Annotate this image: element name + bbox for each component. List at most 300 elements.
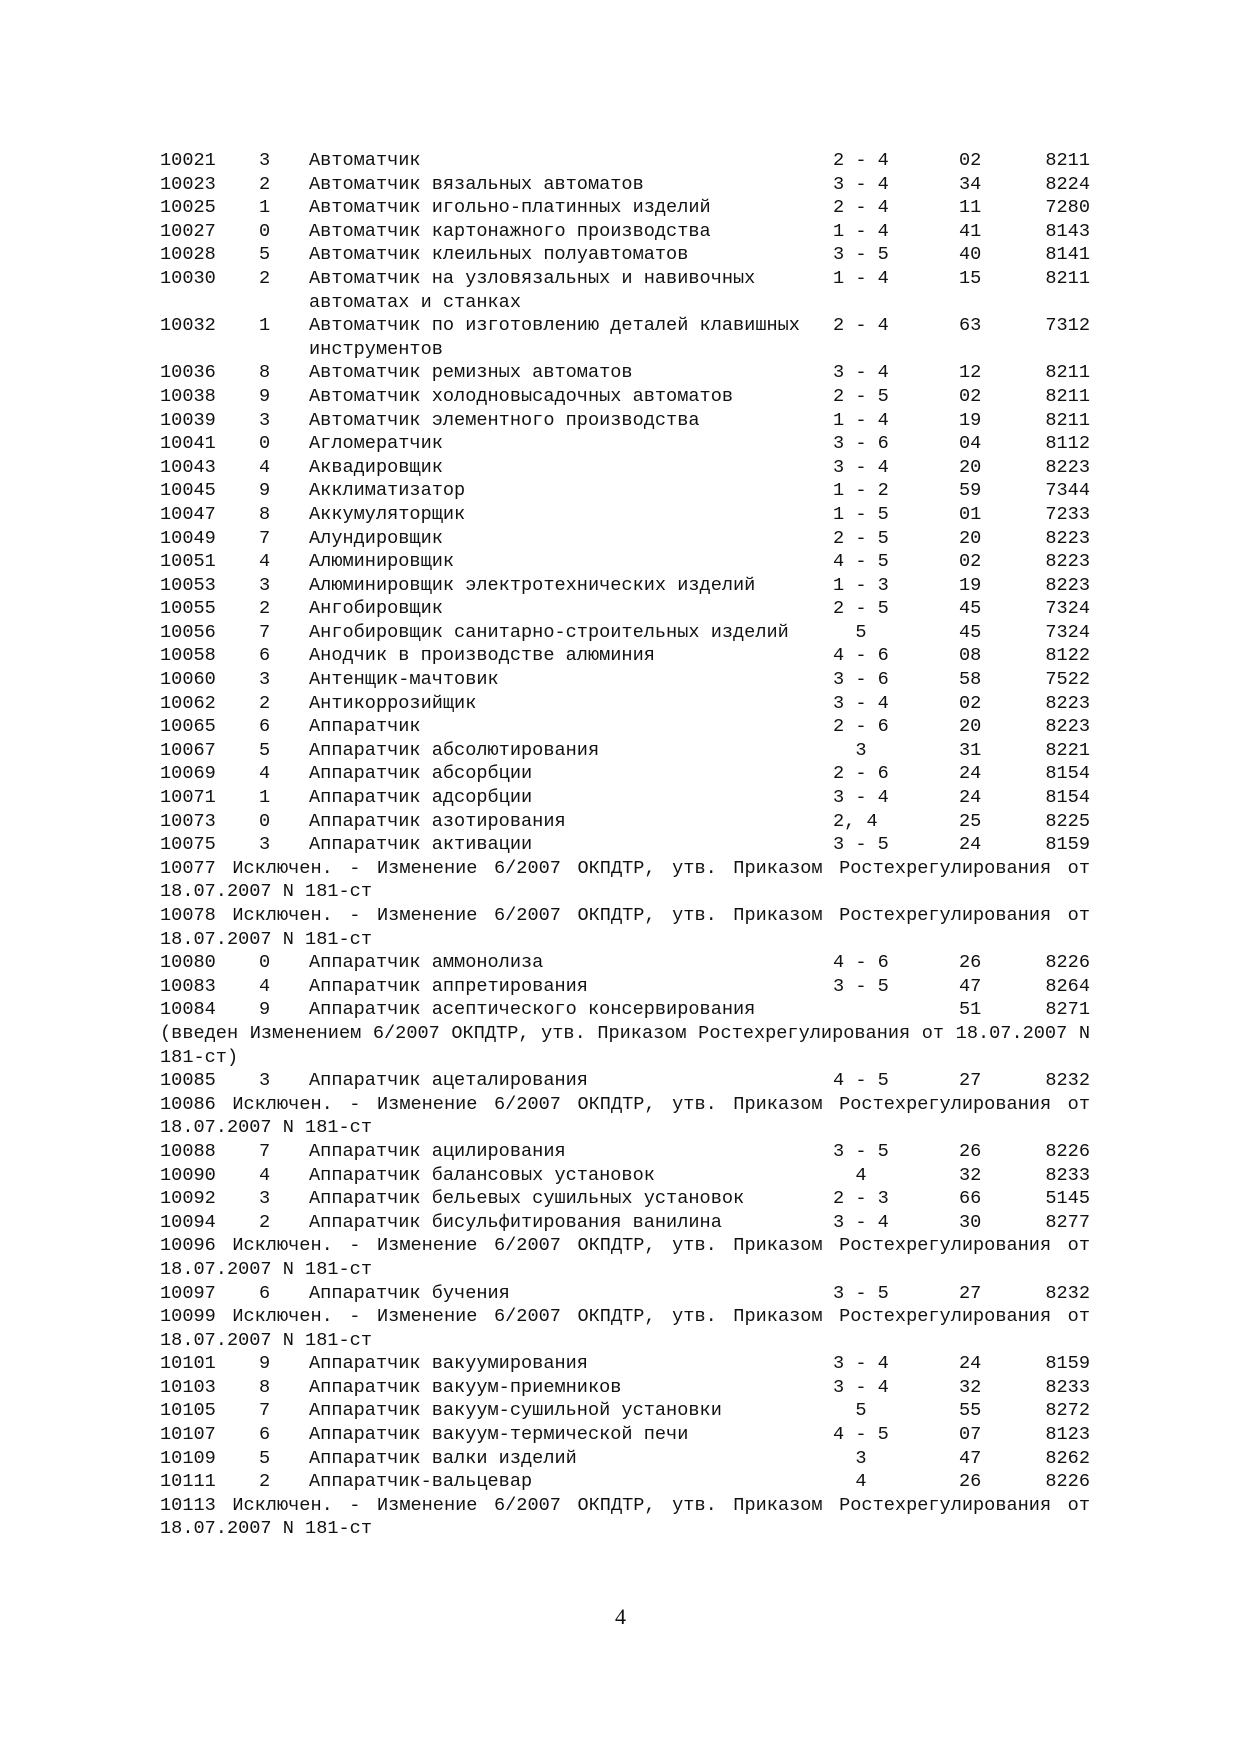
entry-grade-range: 2 - 6	[833, 716, 889, 738]
amendment-note: 10086 Исключен. - Изменение 6/2007 ОКПДТР, утв. Приказом Ростехрегулирования от 18.07.2007 N 181-ст	[160, 1093, 1090, 1139]
entry-etks-code: 7324	[1045, 621, 1090, 643]
amendment-note: 10078 Исключен. - Изменение 6/2007 ОКПДТР, утв. Приказом Ростехрегулирования от 18.07.2007 N 181-ст	[160, 905, 1090, 950]
entry-okpdtr-code: 34	[959, 173, 982, 195]
entry-control-number: 6	[259, 1424, 271, 1446]
entry-row	[160, 1376, 1090, 1400]
entry-profession-name: Аппаратчик вакуумирования	[309, 1353, 588, 1375]
entry-control-number: 2	[259, 1471, 271, 1493]
entry-code: 10075	[160, 834, 216, 856]
entry-control-number: 7	[259, 621, 271, 643]
entry-okpdtr-code: 25	[959, 810, 982, 832]
entry-code: 10021	[160, 150, 216, 171]
entry-etks-code: 8272	[1045, 1400, 1090, 1422]
entry-okpdtr-code: 08	[959, 645, 982, 667]
entry-etks-code: 8211	[1045, 362, 1090, 384]
page-number: 4	[615, 1604, 626, 1629]
entry-profession-name: Автоматчик	[309, 150, 421, 171]
entry-grade-range: 1 - 5	[833, 503, 889, 525]
entry-grade-range: 4 - 6	[833, 952, 889, 974]
entry-etks-code: 7522	[1045, 669, 1090, 691]
entry-okpdtr-code: 47	[959, 975, 982, 997]
entry-okpdtr-code: 32	[959, 1164, 982, 1186]
entry-okpdtr-code: 47	[959, 1447, 982, 1469]
entry-okpdtr-code: 31	[959, 739, 982, 761]
entry-grade-range: 4	[833, 1471, 867, 1493]
entry-profession-name: Аппаратчик адсорбции	[309, 787, 533, 809]
entry-code: 10083	[160, 975, 216, 997]
entry-grade-range: 5	[833, 1400, 867, 1422]
entry-code: 10053	[160, 574, 216, 596]
entry-row	[160, 479, 1090, 503]
entry-profession-name: Антенщик-мачтовик	[309, 669, 499, 691]
entry-profession-name: Аппаратчик-вальцевар	[309, 1471, 533, 1493]
entry-okpdtr-code: 59	[959, 480, 982, 502]
entry-okpdtr-code: 12	[959, 362, 982, 384]
entry-row	[160, 786, 1090, 810]
entry-etks-code: 8223	[1045, 574, 1090, 596]
entry-control-number: 8	[259, 503, 271, 525]
entry-profession-name: Акклиматизатор	[309, 480, 466, 502]
entry-profession-name: Алюминировщик электротехнических изделий	[309, 574, 756, 596]
entry-row	[160, 220, 1090, 244]
entry-row	[160, 550, 1090, 574]
entry-row	[160, 527, 1090, 551]
entry-etks-code: 7233	[1045, 503, 1090, 525]
entry-okpdtr-code: 19	[959, 574, 982, 596]
entry-profession-name: Аквадировщик	[309, 456, 443, 478]
entry-okpdtr-code: 26	[959, 1140, 982, 1162]
entry-row	[160, 1399, 1090, 1423]
entry-profession-name: Аппаратчик ацеталирования	[309, 1070, 588, 1092]
entry-okpdtr-code: 30	[959, 1211, 982, 1233]
entry-okpdtr-code: 07	[959, 1424, 982, 1446]
amendment-note: 10077 Исключен. - Изменение 6/2007 ОКПДТР, утв. Приказом Ростехрегулирования от 18.07.2007 N 181-ст	[160, 857, 1090, 903]
entry-etks-code: 8264	[1045, 975, 1090, 997]
entry-code: 10111	[160, 1471, 216, 1493]
entry-grade-range: 4 - 5	[833, 551, 889, 573]
entry-control-number: 2	[259, 598, 271, 620]
entry-okpdtr-code: 40	[959, 244, 982, 266]
entry-etks-code: 7312	[1045, 315, 1090, 337]
entry-okpdtr-code: 51	[959, 999, 982, 1021]
entry-okpdtr-code: 20	[959, 716, 982, 738]
entry-row	[160, 810, 1090, 834]
entry-code: 10032	[160, 315, 216, 337]
entry-okpdtr-code: 02	[959, 385, 982, 407]
entry-control-number: 0	[259, 220, 271, 242]
entry-grade-range: 3 - 4	[833, 456, 889, 478]
entry-control-number: 1	[259, 315, 271, 337]
entry-grade-range: 2, 4	[833, 810, 878, 832]
entry-profession-name: Агломератчик	[309, 433, 443, 455]
entry-etks-code: 8221	[1045, 739, 1090, 761]
entry-profession-name: Аппаратчик абсолютирования	[309, 739, 600, 761]
entry-control-number: 1	[259, 197, 271, 219]
entry-profession-name: Аппаратчик азотирования	[309, 810, 566, 832]
entry-row	[160, 149, 1090, 173]
entry-code: 10049	[160, 527, 216, 549]
entry-okpdtr-code: 27	[959, 1282, 982, 1304]
entry-row	[160, 644, 1090, 668]
entry-profession-name: Автоматчик элементного производства	[309, 409, 700, 431]
entry-grade-range: 1 - 4	[833, 409, 889, 431]
entry-row	[160, 1140, 1090, 1164]
entry-row	[160, 668, 1090, 692]
entry-grade-range: 4 - 5	[833, 1424, 889, 1446]
entry-etks-code: 8224	[1045, 173, 1090, 195]
entry-row	[160, 833, 1090, 857]
entry-row	[160, 975, 1090, 999]
entry-control-number: 3	[259, 834, 271, 856]
entry-row	[160, 1447, 1090, 1471]
entry-code: 10107	[160, 1424, 216, 1446]
entry-etks-code: 8271	[1045, 999, 1090, 1021]
entry-row	[160, 385, 1090, 409]
entry-okpdtr-code: 45	[959, 621, 982, 643]
entry-okpdtr-code: 32	[959, 1376, 982, 1398]
entry-control-number: 0	[259, 810, 271, 832]
entry-grade-range: 3 - 4	[833, 362, 889, 384]
entry-control-number: 6	[259, 645, 271, 667]
entry-etks-code: 8223	[1045, 716, 1090, 738]
entry-control-number: 9	[259, 1353, 271, 1375]
entry-code: 10097	[160, 1282, 216, 1304]
entry-control-number: 3	[259, 150, 271, 171]
entry-grade-range: 5	[833, 621, 867, 643]
entry-grade-range: 3 - 6	[833, 669, 889, 691]
entry-control-number: 3	[259, 409, 271, 431]
entry-control-number: 3	[259, 1070, 271, 1092]
entry-code: 10069	[160, 763, 216, 785]
entry-code: 10067	[160, 739, 216, 761]
entry-control-number: 6	[259, 1282, 271, 1304]
entry-grade-range: 2 - 4	[833, 150, 889, 171]
entry-okpdtr-code: 11	[959, 197, 982, 219]
entry-row	[160, 692, 1090, 716]
entry-control-number: 8	[259, 1376, 271, 1398]
entry-etks-code: 8211	[1045, 150, 1090, 171]
entry-profession-name: Ангобировщик санитарно-строительных изделий	[309, 621, 789, 643]
entry-control-number: 8	[259, 362, 271, 384]
entry-row	[160, 715, 1090, 739]
entry-row	[160, 574, 1090, 598]
entry-grade-range: 3	[833, 1447, 867, 1469]
entry-control-number: 6	[259, 716, 271, 738]
entry-control-number: 2	[259, 173, 271, 195]
entry-grade-range: 1 - 3	[833, 574, 889, 596]
entry-control-number: 0	[259, 433, 271, 455]
entry-code: 10027	[160, 220, 216, 242]
entry-code: 10080	[160, 952, 216, 974]
entry-control-number: 0	[259, 952, 271, 974]
entry-profession-name: Аппаратчик абсорбции	[309, 763, 533, 785]
entry-row	[160, 621, 1090, 645]
entry-code: 10043	[160, 456, 216, 478]
entry-okpdtr-code: 15	[959, 267, 982, 289]
entry-etks-code: 7324	[1045, 598, 1090, 620]
entry-grade-range: 3	[833, 739, 867, 761]
entry-control-number: 3	[259, 574, 271, 596]
entry-grade-range: 2 - 6	[833, 763, 889, 785]
entry-grade-range: 2 - 3	[833, 1188, 889, 1210]
entry-code: 10038	[160, 385, 216, 407]
entry-okpdtr-code: 02	[959, 551, 982, 573]
entry-control-number: 4	[259, 551, 271, 573]
entry-row	[160, 196, 1090, 220]
entry-grade-range: 3 - 5	[833, 244, 889, 266]
entry-profession-name: Аппаратчик	[309, 716, 421, 738]
entry-profession-name: Автоматчик картонажного производства	[309, 220, 711, 242]
entry-grade-range: 3 - 5	[833, 1140, 889, 1162]
entry-grade-range: 4 - 6	[833, 645, 889, 667]
entry-grade-range: 1 - 4	[833, 267, 889, 289]
entry-code: 10025	[160, 197, 216, 219]
entry-grade-range: 4	[833, 1164, 867, 1186]
entry-profession-name: Анодчик в производстве алюминия	[309, 645, 655, 667]
entry-control-number: 5	[259, 1447, 271, 1469]
entry-control-number: 5	[259, 739, 271, 761]
entry-row	[160, 762, 1090, 786]
entry-okpdtr-code: 58	[959, 669, 982, 691]
entry-control-number: 9	[259, 999, 271, 1021]
entry-profession-name: Аппаратчик ацилирования	[309, 1140, 566, 1162]
entry-row	[160, 998, 1090, 1022]
entry-etks-code: 7280	[1045, 197, 1090, 219]
entry-grade-range: 4 - 5	[833, 1070, 889, 1092]
entry-code: 10036	[160, 362, 216, 384]
entry-etks-code: 8159	[1045, 1353, 1090, 1375]
entry-okpdtr-code: 04	[959, 433, 982, 455]
entry-etks-code: 8211	[1045, 267, 1090, 289]
amendment-note: 10099 Исключен. - Изменение 6/2007 ОКПДТР, утв. Приказом Ростехрегулирования от 18.07.2007 N 181-ст	[160, 1306, 1090, 1351]
entry-etks-code: 8223	[1045, 456, 1090, 478]
entry-code: 10090	[160, 1164, 216, 1186]
entry-okpdtr-code: 26	[959, 952, 982, 974]
entry-profession-name: Автоматчик на узловязальных и навивочных автоматах и станках	[309, 267, 767, 313]
entry-grade-range: 3 - 4	[833, 1353, 889, 1375]
entry-code: 10047	[160, 503, 216, 525]
entry-grade-range: 3 - 4	[833, 787, 889, 809]
entry-profession-name: Аппаратчик бучения	[309, 1282, 510, 1304]
entry-code: 10056	[160, 621, 216, 643]
entry-row	[160, 1470, 1090, 1494]
entry-control-number: 3	[259, 1188, 271, 1210]
entry-etks-code: 8223	[1045, 692, 1090, 714]
entry-grade-range: 2 - 5	[833, 385, 889, 407]
entry-profession-name: Автоматчик клеильных полуавтоматов	[309, 244, 689, 266]
entry-etks-code: 8226	[1045, 1471, 1090, 1493]
entry-profession-name: Автоматчик игольно-платинных изделий	[309, 197, 711, 219]
entry-control-number: 2	[259, 692, 271, 714]
entry-control-number: 2	[259, 267, 271, 289]
entry-etks-code: 8225	[1045, 810, 1090, 832]
entry-control-number: 3	[259, 669, 271, 691]
entry-etks-code: 8262	[1045, 1447, 1090, 1469]
entry-row	[160, 361, 1090, 385]
entry-etks-code: 8232	[1045, 1282, 1090, 1304]
entry-row	[160, 739, 1090, 763]
entry-row	[160, 951, 1090, 975]
entry-profession-name: Аппаратчик бисульфитирования ванилина	[309, 1211, 722, 1233]
entry-profession-name: Аппаратчик аппретирования	[309, 975, 588, 997]
entry-etks-code: 8233	[1045, 1376, 1090, 1398]
entry-profession-name: Аппаратчик вакуум-приемников	[309, 1376, 622, 1398]
entry-code: 10030	[160, 267, 216, 289]
entry-grade-range: 2 - 5	[833, 527, 889, 549]
entry-etks-code: 8226	[1045, 1140, 1090, 1162]
entry-control-number: 2	[259, 1211, 271, 1233]
entry-profession-name: Аккумуляторщик	[309, 503, 466, 525]
amendment-note: (введен Изменением 6/2007 ОКПДТР, утв. Приказом Ростехрегулирования от 18.07.2007 N 181-ст)	[160, 1022, 1090, 1068]
entry-code: 10062	[160, 692, 216, 714]
entry-profession-name: Аппаратчик вакуум-термической печи	[309, 1424, 689, 1446]
entry-control-number: 4	[259, 975, 271, 997]
entry-okpdtr-code: 63	[959, 315, 982, 337]
amendment-note: 10113 Исключен. - Изменение 6/2007 ОКПДТР, утв. Приказом Ростехрегулирования от 18.07.2007 N 181-ст	[160, 1494, 1090, 1540]
entry-control-number: 4	[259, 456, 271, 478]
entry-okpdtr-code: 45	[959, 598, 982, 620]
entry-etks-code: 8232	[1045, 1070, 1090, 1092]
entry-etks-code: 5145	[1045, 1188, 1090, 1210]
entry-etks-code: 7344	[1045, 480, 1090, 502]
entry-profession-name: Аппаратчик асептического консервирования	[309, 999, 756, 1021]
entry-grade-range: 3 - 4	[833, 1211, 889, 1233]
entry-profession-name: Алюминировщик	[309, 551, 455, 573]
entry-code: 10071	[160, 787, 216, 809]
entry-row	[160, 1211, 1090, 1235]
classifier-table	[160, 149, 1090, 1541]
entry-row	[160, 1069, 1090, 1093]
entry-code: 10084	[160, 999, 216, 1021]
entry-okpdtr-code: 24	[959, 834, 982, 856]
entry-row	[160, 1423, 1090, 1447]
entry-control-number: 7	[259, 527, 271, 549]
entry-profession-name: Аппаратчик активации	[309, 834, 533, 856]
entry-row	[160, 243, 1090, 267]
entry-code: 10101	[160, 1353, 216, 1375]
entry-profession-name: Антикоррозийщик	[309, 692, 477, 714]
entry-code: 10055	[160, 598, 216, 620]
entry-code: 10103	[160, 1376, 216, 1398]
entry-profession-name: Аппаратчик валки изделий	[309, 1447, 577, 1469]
entry-row	[160, 314, 1090, 361]
entry-grade-range: 3 - 5	[833, 975, 889, 997]
entry-row	[160, 1352, 1090, 1376]
entry-row	[160, 432, 1090, 456]
entry-okpdtr-code: 02	[959, 150, 982, 171]
entry-etks-code: 8154	[1045, 763, 1090, 785]
entry-code: 10073	[160, 810, 216, 832]
entry-code: 10058	[160, 645, 216, 667]
entry-row	[160, 503, 1090, 527]
entry-etks-code: 8154	[1045, 787, 1090, 809]
entry-okpdtr-code: 24	[959, 1353, 982, 1375]
entry-grade-range: 3 - 6	[833, 433, 889, 455]
entry-okpdtr-code: 55	[959, 1400, 982, 1422]
entry-control-number: 9	[259, 480, 271, 502]
entry-code: 10092	[160, 1188, 216, 1210]
entry-etks-code: 8141	[1045, 244, 1090, 266]
entry-profession-name: Алундировщик	[309, 527, 443, 549]
entry-etks-code: 8159	[1045, 834, 1090, 856]
entry-profession-name: Аппаратчик бельевых сушильных установок	[309, 1188, 745, 1210]
entry-okpdtr-code: 27	[959, 1070, 982, 1092]
entry-profession-name: Автоматчик вязальных автоматов	[309, 173, 644, 195]
entry-etks-code: 8143	[1045, 220, 1090, 242]
entry-row	[160, 173, 1090, 197]
entry-code: 10041	[160, 433, 216, 455]
entry-code: 10094	[160, 1211, 216, 1233]
amendment-note: 10096 Исключен. - Изменение 6/2007 ОКПДТР, утв. Приказом Ростехрегулирования от 18.07.2007 N 181-ст	[160, 1235, 1090, 1280]
entry-row	[160, 1282, 1090, 1306]
entry-row	[160, 409, 1090, 433]
entry-profession-name: Ангобировщик	[309, 598, 443, 620]
entry-code: 10023	[160, 173, 216, 195]
entry-okpdtr-code: 19	[959, 409, 982, 431]
entry-okpdtr-code: 01	[959, 503, 982, 525]
entry-profession-name: Автоматчик ремизных автоматов	[309, 362, 633, 384]
entry-grade-range: 3 - 4	[833, 1376, 889, 1398]
entry-code: 10028	[160, 244, 216, 266]
entry-okpdtr-code: 02	[959, 692, 982, 714]
entry-grade-range: 3 - 4	[833, 173, 889, 195]
entry-code: 10051	[160, 551, 216, 573]
entry-profession-name: Аппаратчик аммонолиза	[309, 952, 544, 974]
entry-grade-range: 1 - 2	[833, 480, 889, 502]
entry-profession-name: Автоматчик холодновысадочных автоматов	[309, 385, 734, 407]
entry-grade-range: 3 - 4	[833, 692, 889, 714]
entry-grade-range: 3 - 5	[833, 1282, 889, 1304]
entry-profession-name: Автоматчик по изготовлению деталей клавишных инструментов	[309, 315, 812, 360]
entry-etks-code: 8226	[1045, 952, 1090, 974]
entry-control-number: 1	[259, 787, 271, 809]
entry-etks-code: 8223	[1045, 527, 1090, 549]
entry-code: 10109	[160, 1447, 216, 1469]
entry-control-number: 4	[259, 1164, 271, 1186]
entry-etks-code: 8277	[1045, 1211, 1090, 1233]
entry-profession-name: Аппаратчик балансовых установок	[309, 1164, 655, 1186]
entry-etks-code: 8211	[1045, 385, 1090, 407]
entry-etks-code: 8112	[1045, 433, 1090, 455]
entry-etks-code: 8123	[1045, 1424, 1090, 1446]
entry-code: 10105	[160, 1400, 216, 1422]
entry-etks-code: 8122	[1045, 645, 1090, 667]
entry-okpdtr-code: 26	[959, 1471, 982, 1493]
entry-control-number: 7	[259, 1400, 271, 1422]
entry-row	[160, 1187, 1090, 1211]
entry-grade-range: 2 - 5	[833, 598, 889, 620]
entry-control-number: 4	[259, 763, 271, 785]
entry-row	[160, 597, 1090, 621]
entry-control-number: 9	[259, 385, 271, 407]
entry-okpdtr-code: 20	[959, 527, 982, 549]
entry-code: 10088	[160, 1140, 216, 1162]
entry-code: 10060	[160, 669, 216, 691]
entry-profession-name: Аппаратчик вакуум-сушильной установки	[309, 1400, 722, 1422]
entry-control-number: 7	[259, 1140, 271, 1162]
entry-okpdtr-code: 24	[959, 787, 982, 809]
entry-grade-range: 1 - 4	[833, 220, 889, 242]
entry-okpdtr-code: 41	[959, 220, 982, 242]
entry-row	[160, 267, 1090, 314]
entry-control-number: 5	[259, 244, 271, 266]
entry-etks-code: 8233	[1045, 1164, 1090, 1186]
entry-okpdtr-code: 20	[959, 456, 982, 478]
entry-okpdtr-code: 66	[959, 1188, 982, 1210]
entry-etks-code: 8211	[1045, 409, 1090, 431]
entry-okpdtr-code: 24	[959, 763, 982, 785]
entry-code: 10065	[160, 716, 216, 738]
